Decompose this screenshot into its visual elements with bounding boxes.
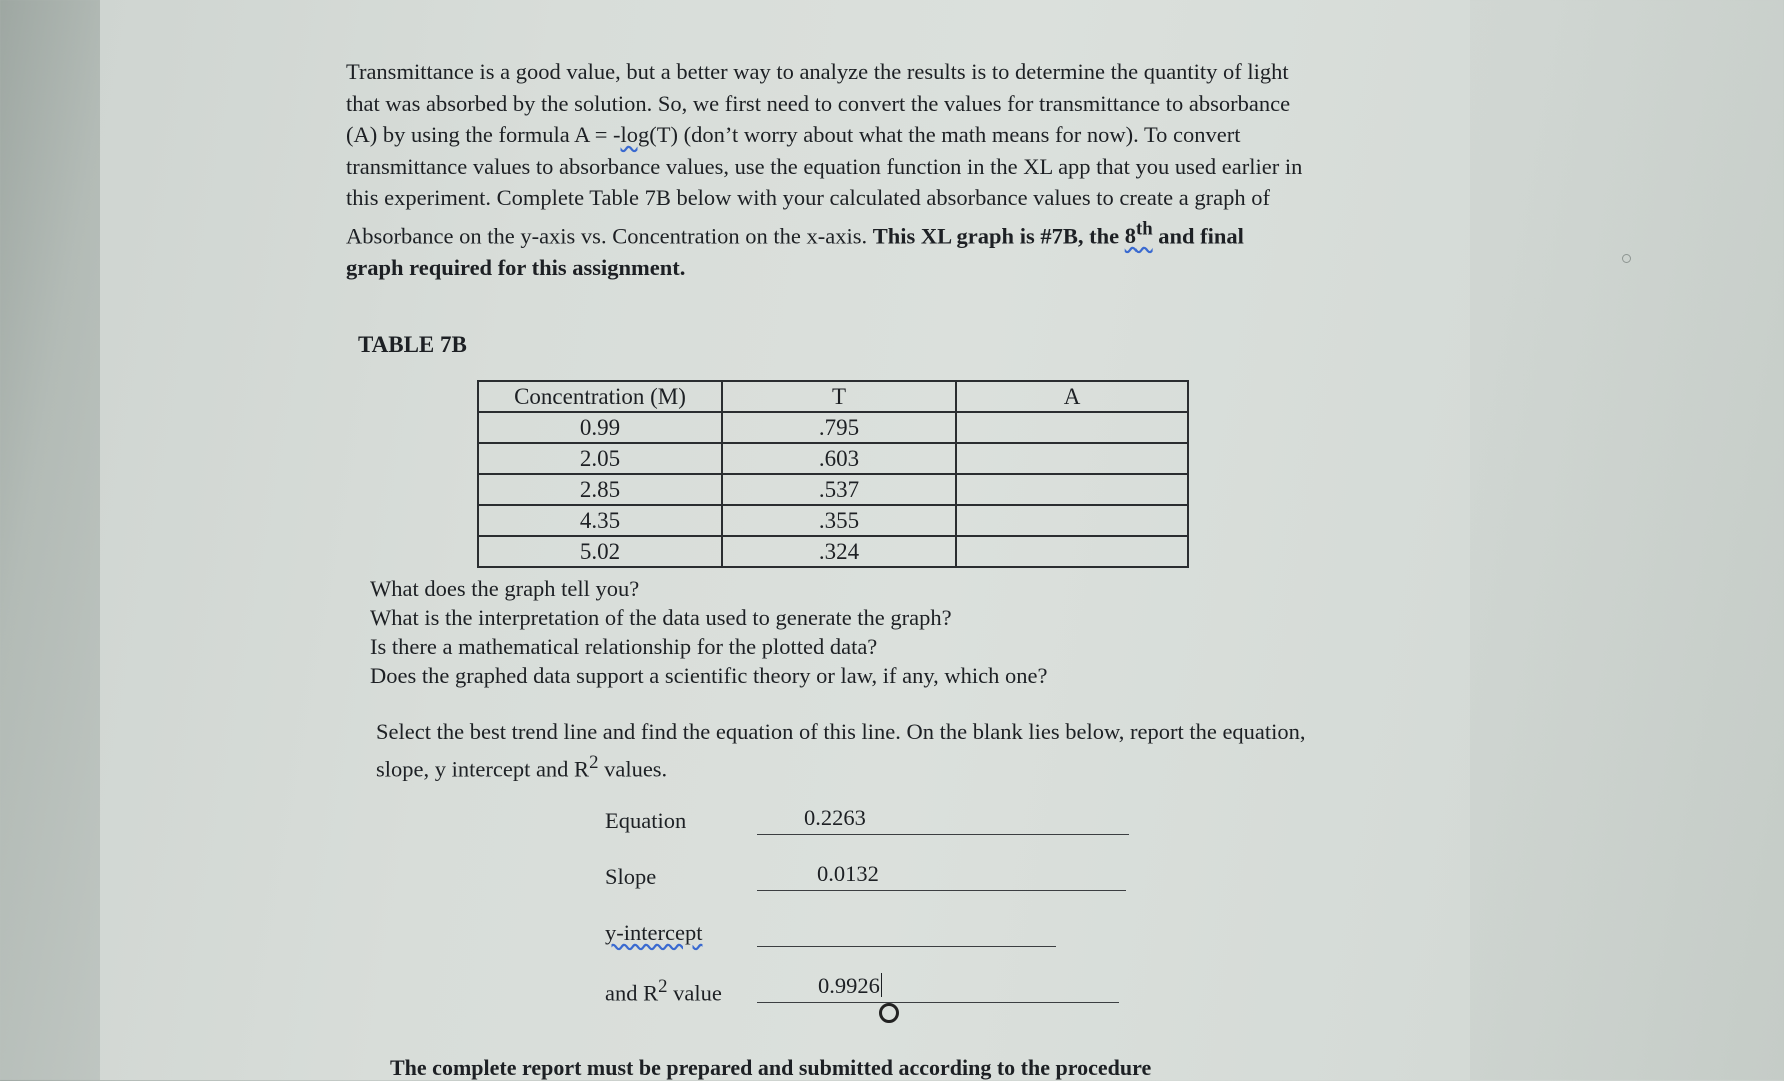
cell-absorbance[interactable] bbox=[956, 412, 1188, 443]
cell-transmittance: .355 bbox=[722, 505, 956, 536]
cell-concentration: 2.05 bbox=[478, 443, 722, 474]
instruction-paragraph bbox=[376, 716, 1306, 785]
question-item: What is the interpretation of the data used to generate the graph? bbox=[370, 605, 952, 630]
log-word: log bbox=[620, 122, 650, 147]
equation-label: Equation bbox=[605, 808, 687, 833]
question-item: What does the graph tell you? bbox=[370, 576, 640, 601]
cell-concentration: 0.99 bbox=[478, 412, 722, 443]
question-item: Does the graphed data support a scientific theory or law, if any, which one? bbox=[370, 663, 1048, 688]
r2-label bbox=[605, 976, 722, 1007]
cell-transmittance: .603 bbox=[722, 443, 956, 474]
r2-value-wrap[interactable] bbox=[818, 973, 882, 999]
header-absorbance: A bbox=[956, 381, 1188, 412]
slope-blank-line[interactable] bbox=[757, 890, 1126, 891]
cell-transmittance: .537 bbox=[722, 474, 956, 505]
question-list bbox=[370, 574, 1047, 690]
intro-bold-8-num: 8 bbox=[1124, 223, 1136, 248]
equation-value[interactable]: 0.2263 bbox=[804, 805, 866, 830]
cell-absorbance[interactable] bbox=[956, 474, 1188, 505]
slope-label: Slope bbox=[605, 864, 657, 889]
intro-text-2: (T) (don’t worry about what the math means for now). To convert transmittance values to absorbance values, use the equation function in the XL app that you used earlier in this experiment. Complete Table 7B below with your calculated absorbance values to create a graph of Absorbance on the y-axis vs. Concentration on the x-axis. bbox=[346, 122, 1303, 248]
r2-blank-line[interactable] bbox=[757, 1002, 1119, 1003]
y-intercept-field bbox=[605, 914, 1125, 954]
r2-label-1: and R bbox=[605, 980, 659, 1006]
table-title: TABLE 7B bbox=[358, 332, 467, 357]
r2-label-2: value bbox=[667, 980, 722, 1006]
r2-label-sup: 2 bbox=[658, 976, 668, 997]
question-item: Is there a mathematical relationship for the plotted data? bbox=[370, 634, 878, 659]
cell-concentration: 4.35 bbox=[478, 505, 722, 536]
r2-field bbox=[605, 970, 1125, 1010]
cell-transmittance: .795 bbox=[722, 412, 956, 443]
y-intercept-blank-line[interactable] bbox=[757, 946, 1056, 947]
text-cursor bbox=[881, 973, 882, 997]
table-row bbox=[478, 412, 1188, 443]
intro-text-1: Transmittance is a good value, but a better way to analyze the results is to determine the quantity of light that was absorbed by the solution. So, we first need to convert the values for transmittance to absorbance (A) by using the formula A = - bbox=[346, 59, 1291, 147]
intro-bold-1: This XL graph is #7B, the bbox=[872, 223, 1125, 248]
r2-value[interactable]: 0.9926 bbox=[818, 973, 880, 998]
slope-field bbox=[605, 858, 1125, 898]
cell-concentration: 2.85 bbox=[478, 474, 722, 505]
footer-note: The complete report must be prepared and submitted according to the procedure bbox=[390, 1055, 1152, 1080]
table-row bbox=[478, 536, 1188, 567]
table-header-row bbox=[478, 381, 1188, 412]
header-concentration: Concentration (M) bbox=[478, 381, 722, 412]
table-row bbox=[478, 505, 1188, 536]
intro-bold-sup: th bbox=[1135, 218, 1153, 240]
table-row bbox=[478, 443, 1188, 474]
intro-paragraph bbox=[346, 56, 1306, 283]
table-row bbox=[478, 474, 1188, 505]
y-intercept-label: y-intercept bbox=[605, 920, 703, 945]
cell-absorbance[interactable] bbox=[956, 443, 1188, 474]
instruction-sup: 2 bbox=[589, 752, 599, 773]
data-table bbox=[477, 380, 1189, 568]
equation-field bbox=[605, 802, 1125, 842]
slope-value[interactable]: 0.0132 bbox=[817, 861, 879, 886]
cell-absorbance[interactable] bbox=[956, 536, 1188, 567]
instruction-text-1: Select the best trend line and find the equation of this line. On the blank lies below, report the equation, slope, y intercept and R bbox=[376, 719, 1306, 782]
intro-bold-2: and final graph required for this assignment. bbox=[346, 223, 1244, 280]
equation-blank-line[interactable] bbox=[757, 834, 1129, 835]
page-mark bbox=[1622, 254, 1631, 263]
instruction-text-2: values. bbox=[598, 756, 668, 782]
cell-transmittance: .324 bbox=[722, 536, 956, 567]
header-transmittance: T bbox=[722, 381, 956, 412]
mouse-cursor-ring-icon bbox=[879, 1003, 899, 1023]
cell-absorbance[interactable] bbox=[956, 505, 1188, 536]
cell-concentration: 5.02 bbox=[478, 536, 722, 567]
intro-bold-8 bbox=[1124, 218, 1153, 248]
